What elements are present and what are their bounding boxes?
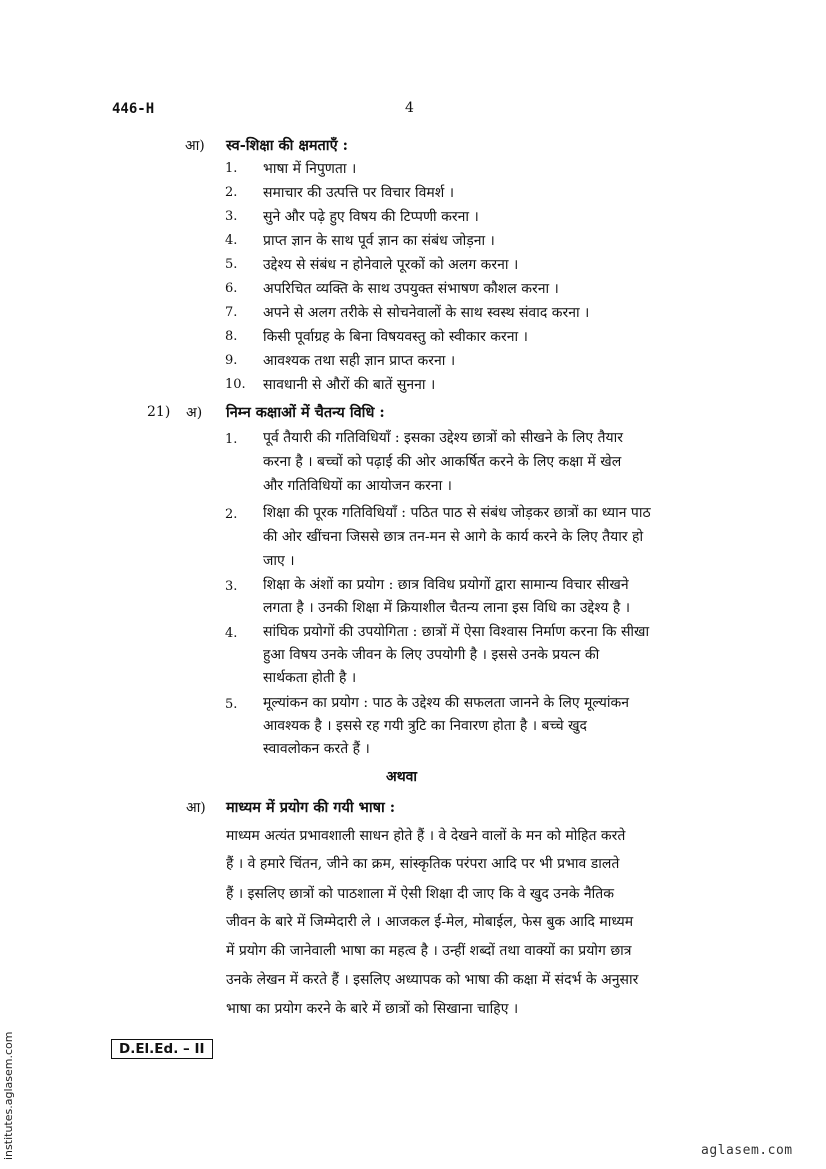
list-item-line: आवश्यक है । इससे रह गयी त्रुटि का निवारण होता है । बच्चे खुद	[263, 718, 587, 734]
list-item-line: मूल्यांकन का प्रयोग : पाठ के उद्देश्य की सफलता जानने के लिए मूल्यांकन	[263, 695, 630, 711]
list-item: सुने और पढ़े हुए विषय की टिप्पणी करना ।	[263, 209, 479, 225]
question-number: 21)	[147, 404, 171, 420]
list-item: भाषा में निपुणता ।	[263, 161, 357, 177]
list-item-line: और गतिविधियों का आयोजन करना ।	[263, 478, 452, 494]
paper-code: 446-H	[112, 101, 155, 117]
paragraph-line: हैं । इसलिए छात्रों को पाठशाला में ऐसी शिक्षा दी जाए कि वे खुद उनके नैतिक	[226, 886, 615, 902]
section-heading: स्व-शिक्षा की क्षमताएँ :	[226, 137, 348, 154]
paragraph-line: माध्यम अत्यंत प्रभावशाली साधन होते हैं । वे देखने वालों के मन को मोहित करते	[226, 828, 626, 844]
site-watermark: aglasem.com	[701, 1143, 793, 1158]
list-item-number: 10.	[225, 377, 246, 392]
list-item-number: 4.	[225, 626, 238, 641]
paragraph-line: हैं । वे हमारे चिंतन, जीने का क्रम, सांस्कृतिक परंपरा आदि पर भी प्रभाव डालते	[226, 856, 620, 872]
section-heading: माध्यम में प्रयोग की गयी भाषा :	[226, 799, 396, 816]
list-item: समाचार की उत्पत्ति पर विचार विमर्श ।	[263, 185, 455, 201]
list-item: उद्देश्य से संबंध न होनेवाले पूरकों को अलग करना ।	[263, 257, 519, 273]
list-item-number: 1.	[225, 432, 238, 447]
list-item-line: की ओर खींचना जिससे छात्र तन-मन से आगे के कार्य करने के लिए तैयार हो	[263, 529, 644, 545]
list-item: सावधानी से औरों की बातें सुनना ।	[263, 377, 436, 393]
list-item-line: शिक्षा की पूरक गतिविधियाँ : पठित पाठ से संबंध जोड़कर छात्रों का ध्यान पाठ	[263, 505, 651, 521]
list-item-number: 5.	[225, 697, 238, 712]
section-heading: निम्न कक्षाओं में चैतन्य विधि :	[226, 404, 385, 421]
list-item-line: जाए ।	[263, 553, 295, 569]
list-item: आवश्यक तथा सही ज्ञान प्राप्त करना ।	[263, 353, 456, 369]
list-item-number: 9.	[225, 353, 238, 368]
list-item-line: पूर्व तैयारी की गतिविधियाँ : इसका उद्देश्य छात्रों को सीखने के लिए तैयार	[263, 430, 623, 446]
list-item-number: 3.	[225, 579, 238, 594]
list-item: अपने से अलग तरीके से सोचनेवालों के साथ स्वस्थ संवाद करना ।	[263, 305, 590, 321]
course-code-box: D.El.Ed. – II	[111, 1039, 213, 1059]
paragraph-line: जीवन के बारे में जिम्मेदारी ले । आजकल ई-मेल, मोबाईल, फेस बुक आदि माध्यम	[226, 914, 634, 930]
list-item: किसी पूर्वाग्रह के बिना विषयवस्तु को स्वीकार करना ।	[263, 329, 528, 345]
list-item-line: स्वावलोकन करते हैं ।	[263, 741, 370, 757]
list-item-number: 1.	[225, 161, 238, 176]
list-item-number: 8.	[225, 329, 238, 344]
list-item-line: सार्थकता होती है ।	[263, 670, 357, 686]
section-label: अ)	[186, 405, 203, 421]
list-item-number: 2.	[225, 185, 238, 200]
side-watermark: institutes.aglasem.com	[2, 1031, 15, 1160]
list-item-line: सांघिक प्रयोगों की उपयोगिता : छात्रों में ऐसा विश्वास निर्माण करना कि सीखा	[263, 624, 650, 640]
list-item-number: 4.	[225, 233, 238, 248]
paragraph-line: उनके लेखन में करते हैं । इसलिए अध्यापक को भाषा की कक्षा में संदर्भ के अनुसार	[226, 972, 639, 988]
or-divider: अथवा	[386, 769, 418, 785]
list-item-number: 6.	[225, 281, 238, 296]
paragraph-line: में प्रयोग की जानेवाली भाषा का महत्व है । उन्हीं शब्दों तथा वाक्यों का प्रयोग छात्र	[226, 943, 632, 959]
list-item-line: शिक्षा के अंशों का प्रयोग : छात्र विविध प्रयोगों द्वारा सामान्य विचार सीखने	[263, 577, 629, 593]
list-item-line: लगता है । उनकी शिक्षा में क्रियाशील चैतन्य लाना इस विधि का उद्देश्य है ।	[263, 600, 631, 616]
section-label: आ)	[185, 138, 205, 154]
list-item: प्राप्त ज्ञान के साथ पूर्व ज्ञान का संबंध जोड़ना ।	[263, 233, 495, 249]
list-item: अपरिचित व्यक्ति के साथ उपयुक्त संभाषण कौशल करना ।	[263, 281, 559, 297]
section-label: आ)	[186, 800, 206, 816]
list-item-line: हुआ विषय उनके जीवन के लिए उपयोगी है । इससे उनके प्रयत्न की	[263, 647, 600, 663]
list-item-number: 2.	[225, 507, 238, 522]
list-item-number: 7.	[225, 305, 238, 320]
paragraph-line: भाषा का प्रयोग करने के बारे में छात्रों को सिखाना चाहिए ।	[226, 1001, 519, 1017]
list-item-number: 5.	[225, 257, 238, 272]
list-item-number: 3.	[225, 209, 238, 224]
list-item-line: करना है । बच्चों को पढ़ाई की ओर आकर्षित करने के लिए कक्षा में खेल	[263, 454, 622, 470]
page-number: 4	[405, 100, 414, 116]
